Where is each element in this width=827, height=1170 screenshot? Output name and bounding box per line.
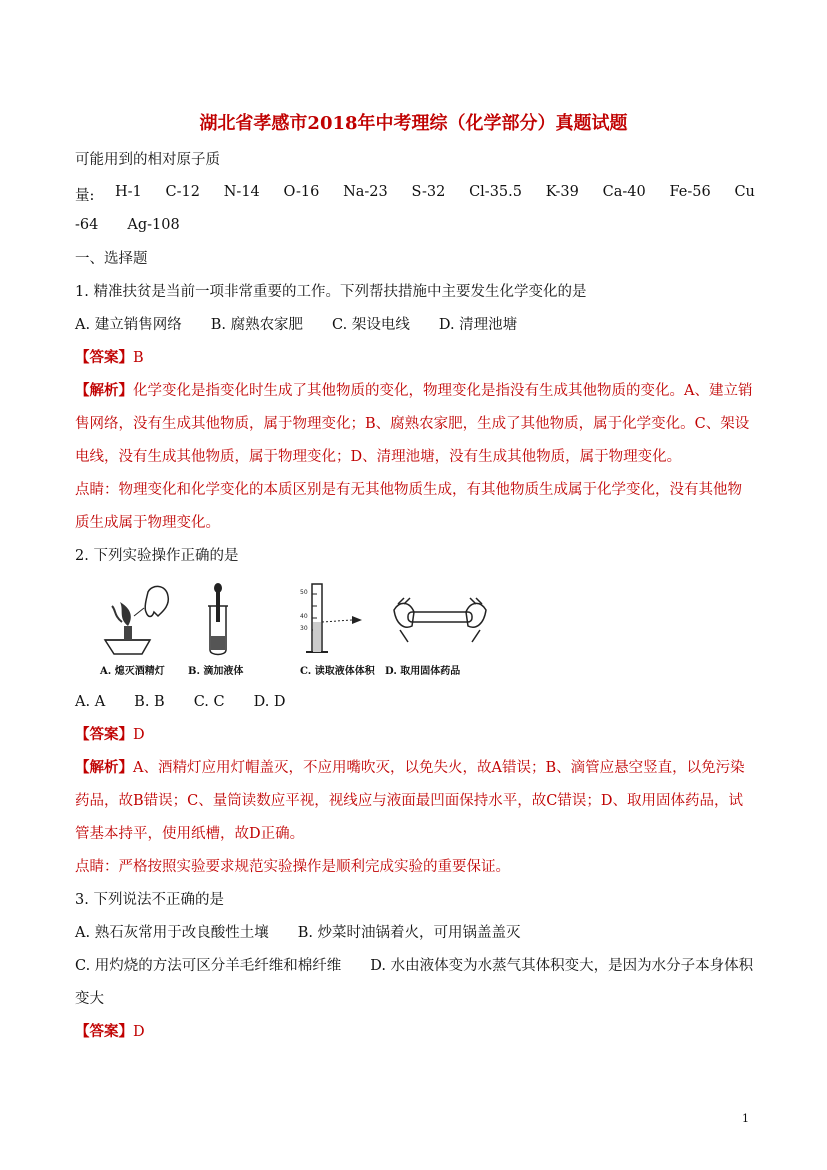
q3-options-cd-line2: 变大 (75, 991, 104, 1007)
q2-answer (75, 725, 755, 745)
q2-analysis-text1: A、酒精灯应用灯帽盖灭，不应用嘴吹灭，以免失火，故A错误；B、滴管应悬空竖直，以免污染 (133, 760, 745, 776)
figure-d-caption: D. 取用固体药品 (385, 666, 461, 677)
q1-analysis-label: 【解析】 (75, 382, 133, 399)
q1-analysis-line3: 电线，没有生成其他物质，属于物理变化；D、清理池塘，没有生成其他物质，属于物理变化。 (75, 449, 682, 465)
q2-options: A. A B. B C. C D. D (75, 694, 286, 710)
page-number: 1 (742, 1112, 749, 1125)
q3-stem: 3. 下列说法不正确的是 (75, 892, 224, 908)
figure-a-caption: A. 熄灭酒精灯 (100, 666, 165, 677)
q3-answer-value: D (133, 1024, 145, 1040)
masses-prefix: 量: (75, 188, 95, 204)
tick-50: 50 (300, 589, 308, 596)
atomic-mass-item: Na-23 (343, 184, 388, 200)
q2-answer-value: D (133, 727, 145, 743)
atomic-masses-line2: -64 Ag-108 (75, 217, 180, 233)
q1-answer (75, 348, 755, 368)
q2-analysis-label: 【解析】 (75, 759, 133, 776)
q1-analysis-line1 (75, 381, 755, 401)
q2-answer-label: 【答案】 (75, 726, 133, 743)
atomic-masses-list (115, 184, 755, 205)
atomic-mass-item: K-39 (545, 184, 579, 200)
q2-analysis-line1 (75, 758, 755, 778)
q2-analysis-line3: 管基本持平，使用纸槽，故D正确。 (75, 826, 305, 842)
q1-options: A. 建立销售网络 B. 腐熟农家肥 C. 架设电线 D. 清理池塘 (75, 317, 518, 333)
q2-figures (100, 582, 500, 677)
atomic-mass-item: H-1 (115, 184, 142, 200)
q2-stem: 2. 下列实验操作正确的是 (75, 548, 239, 564)
q1-tip-line1: 点睛：物理变化和化学变化的本质区别是有无其他物质生成，有其他物质生成属于化学变化，没有其他物 (75, 482, 742, 498)
atomic-mass-item: N-14 (223, 184, 260, 200)
q1-analysis-line2: 售网络，没有生成其他物质，属于物理变化；B、腐熟农家肥，生成了其他物质，属于化学变化。C、架设 (75, 416, 750, 432)
tick-30: 30 (300, 625, 308, 632)
q2-analysis-line2: 药品，故B错误；C、量筒读数应平视，视线应与液面最凹面保持水平，故C错误；D、取用固体药品，试 (75, 793, 743, 809)
atomic-mass-item: Ca-40 (602, 184, 646, 200)
atomic-mass-item: O-16 (283, 184, 320, 200)
intro-text: 可能用到的相对原子质 (75, 152, 220, 168)
figure-d-hands-tube (390, 590, 490, 650)
atomic-mass-item: Cu (734, 184, 755, 200)
q2-tip-line1: 点睛：严格按照实验要求规范实验操作是顺利完成实验的重要保证。 (75, 859, 510, 875)
figure-b-caption: B. 滴加液体 (188, 666, 244, 677)
q1-answer-label: 【答案】 (75, 349, 133, 366)
tick-40: 40 (300, 613, 308, 620)
page-title: 湖北省孝感市2018年中考理综（化学部分）真题试题 (199, 113, 628, 134)
q1-stem: 1. 精准扶贫是当前一项非常重要的工作。下列帮扶措施中主要发生化学变化的是 (75, 284, 587, 300)
q1-tip-line2: 质生成属于物理变化。 (75, 515, 220, 531)
q3-options-cd-line1: C. 用灼烧的方法可区分羊毛纤维和棉纤维 D. 水由液体变为水蒸气其体积变大，是因为水分子本身体积 (75, 958, 754, 974)
atomic-masses-row (75, 184, 755, 205)
figure-a-alcohol-lamp (100, 582, 175, 657)
q3-answer (75, 1022, 755, 1042)
atomic-mass-item: C-12 (165, 184, 200, 200)
q1-answer-value: B (133, 350, 144, 366)
section-heading: 一、选择题 (75, 251, 148, 267)
atomic-mass-item: Fe-56 (669, 184, 711, 200)
atomic-mass-item: S-32 (411, 184, 446, 200)
figure-b-dropper (200, 582, 240, 657)
atomic-mass-item: Cl-35.5 (469, 184, 522, 200)
q3-answer-label: 【答案】 (75, 1023, 133, 1040)
q1-analysis-text1: 化学变化是指变化时生成了其他物质的变化，物理变化是指没有生成其他物质的变化。A、建立销 (133, 383, 753, 399)
figure-c-caption: C. 读取液体体积 (300, 666, 375, 677)
figure-c-cylinder (300, 582, 370, 657)
q3-options-ab: A. 熟石灰常用于改良酸性土壤 B. 炒菜时油锅着火，可用锅盖盖灭 (75, 925, 521, 941)
